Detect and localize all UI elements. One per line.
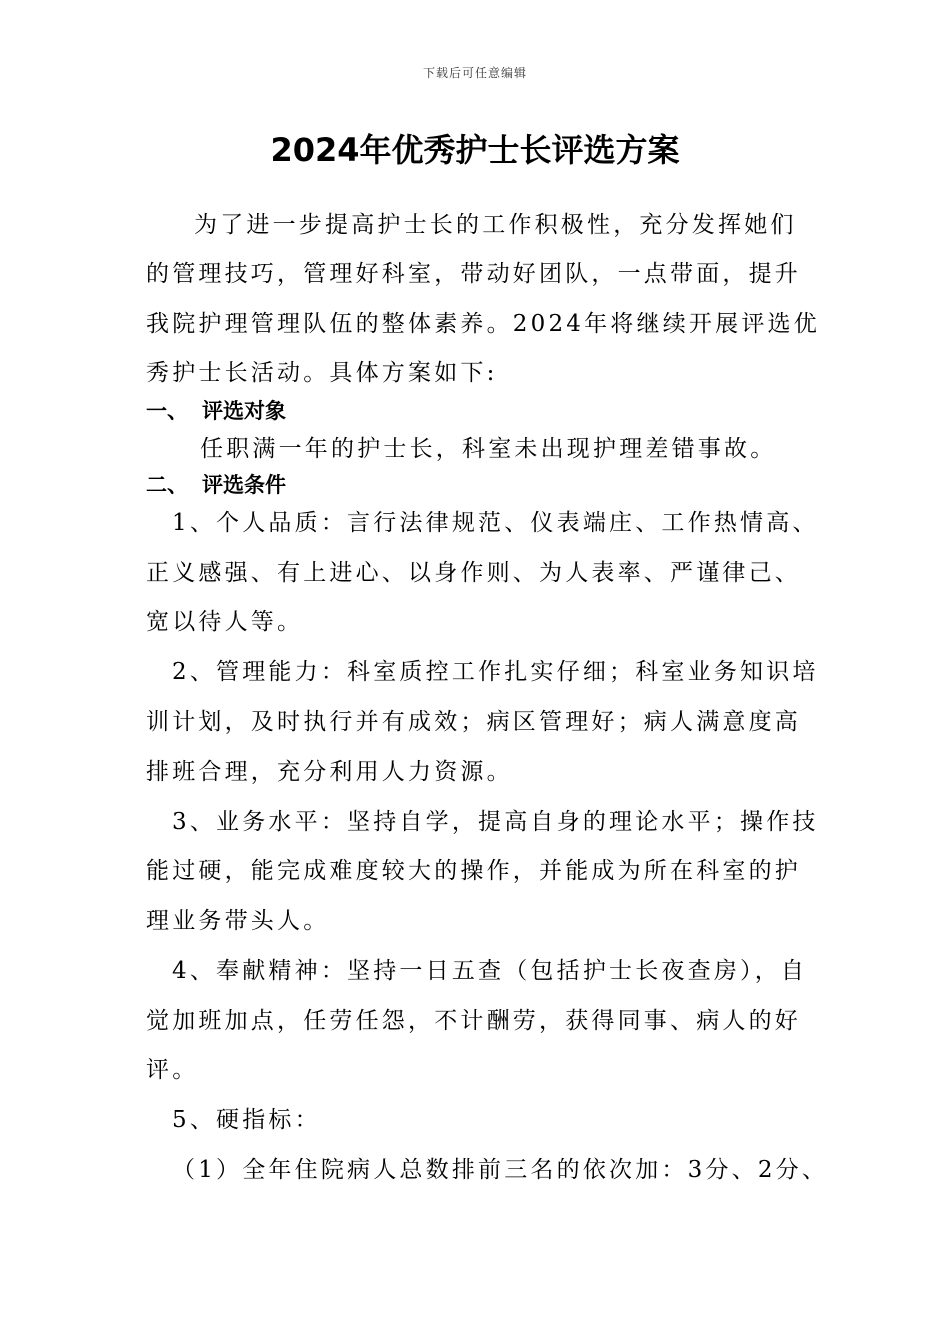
criterion-2-line-2: 训计划，及时执行并有成效；病区管理好；病人满意度高 [146,709,801,735]
section-2-number: 二、 [146,473,188,497]
intro-line-1: 为了进一步提高护士长的工作积极性，充分发挥她们 [194,212,797,238]
criterion-1-line-1: 1、个人品质：言行法律规范、仪表端庄、工作热情高、 [172,510,819,536]
criterion-1-line-3: 宽以待人等。 [146,609,304,635]
intro-line-2: 的管理技巧，管理好科室，带动好团队，一点带面，提升 [146,261,801,287]
intro-line-4: 秀护士长活动。具体方案如下: [146,360,498,386]
section-1-title: 评选对象 [202,399,286,423]
section-1-number: 一、 [146,399,188,423]
header-note: 下载后可任意编辑 [422,66,527,80]
criterion-4-line-2: 觉加班加点，任劳任怨，不计酬劳，获得同事、病人的好 [146,1008,801,1034]
criterion-2-line-3: 排班合理，充分利用人力资源。 [146,759,513,785]
section-1-body: 任职满一年的护士长，科室未出现护理差错事故。 [200,436,777,462]
criterion-5-item-1: （1）全年住院病人总数排前三名的依次加：3分、2分、 [172,1157,829,1183]
section-2-title: 评选条件 [202,473,286,497]
document-title: 2024年优秀护士长评选方案 [270,131,680,169]
criterion-4-line-1: 4、奉献精神：坚持一日五查（包括护士长夜查房），自 [172,958,808,984]
section-1-heading [146,397,286,425]
intro-line-3: 我院护理管理队伍的整体素养。2024年将继续开展评选优 [146,311,820,337]
criterion-4-line-3: 评。 [146,1057,199,1083]
criterion-3-line-2: 能过硬，能完成难度较大的操作，并能成为所在科室的护 [146,858,801,884]
section-2-heading [146,471,286,499]
criterion-3-line-1: 3、业务水平：坚持自学，提高自身的理论水平；操作技 [172,809,819,835]
criterion-3-line-3: 理业务带头人。 [146,908,330,934]
criterion-2-line-1: 2、管理能力：科室质控工作扎实仔细；科室业务知识培 [172,659,819,685]
criterion-5-heading: 5、硬指标： [172,1107,321,1133]
criterion-1-line-2: 正义感强、有上进心、以身作则、为人表率、严谨律己、 [146,560,801,586]
